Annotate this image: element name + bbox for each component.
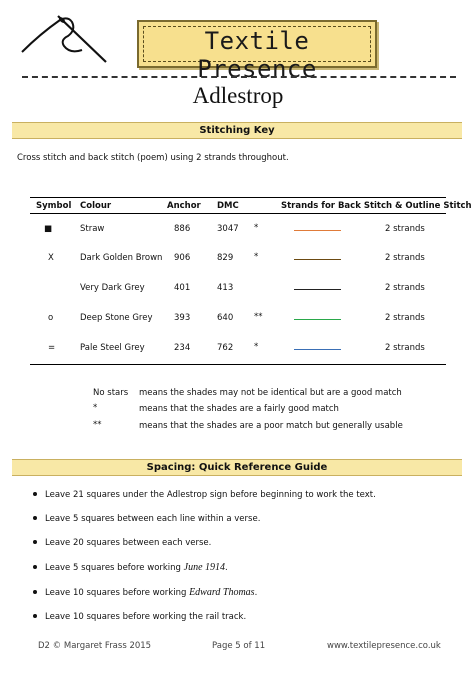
legend-text: means that the shades are a poor match but generally usable	[139, 421, 403, 431]
row-stars: *	[254, 252, 259, 262]
item-text: Leave 10 squares before working the rail track.	[45, 612, 247, 622]
row-anchor: 906	[174, 253, 191, 263]
row-dmc: 3047	[217, 224, 239, 234]
list-item	[33, 587, 257, 598]
row-anchor: 393	[174, 313, 191, 323]
stitch-divider	[22, 76, 456, 78]
bullet-icon	[33, 492, 37, 496]
row-colour: Straw	[80, 224, 105, 234]
header-strands: Strands for Back Stitch & Outline Stitch	[281, 201, 472, 211]
key-intro-text: Cross stitch and back stitch (poem) using 2 strands throughout.	[17, 153, 289, 163]
row-swatch	[294, 230, 341, 231]
item-suffix: .	[254, 588, 258, 598]
row-symbol: =	[48, 343, 56, 353]
row-strands: 2 strands	[385, 313, 425, 323]
item-emphasis: June 1914	[183, 562, 226, 573]
row-symbol: o	[48, 313, 54, 323]
row-anchor: 401	[174, 283, 191, 293]
item-suffix: .	[225, 563, 228, 573]
list-item	[33, 562, 228, 573]
brand-banner	[137, 20, 377, 83]
legend-key: No stars	[93, 388, 129, 398]
row-dmc: 640	[217, 313, 234, 323]
list-item	[33, 490, 376, 500]
footer-page-number: Page 5 of 11	[212, 641, 266, 651]
list-item	[33, 538, 211, 548]
row-dmc: 829	[217, 253, 234, 263]
row-swatch	[294, 259, 341, 260]
row-swatch	[294, 319, 341, 320]
list-item	[33, 514, 260, 524]
item-emphasis: Edward Thomas	[189, 587, 255, 598]
item-text: Leave 5 squares between each line within a verse.	[45, 514, 261, 524]
row-dmc: 413	[217, 283, 234, 293]
row-colour: Very Dark Grey	[80, 283, 145, 293]
header-anchor: Anchor	[167, 201, 201, 211]
legend-text: means that the shades are a fairly good match	[139, 404, 339, 414]
legend-key: *	[93, 403, 98, 413]
table-top-rule	[30, 197, 446, 198]
stitching-key-heading: Stitching Key	[12, 122, 462, 139]
needle-and-thread-icon	[20, 14, 130, 64]
row-symbol: ■	[44, 224, 53, 234]
bullet-icon	[33, 516, 37, 520]
bullet-icon	[33, 614, 37, 618]
row-colour: Dark Golden Brown	[80, 253, 163, 263]
row-swatch	[294, 349, 341, 350]
table-bottom-rule	[30, 364, 446, 365]
row-symbol: X	[48, 253, 54, 263]
spacing-guide-heading: Spacing: Quick Reference Guide	[12, 459, 462, 476]
item-text: Leave 21 squares under the Adlestrop sign before beginning to work the text.	[45, 490, 376, 500]
footer-website-link[interactable]: www.textilepresence.co.uk	[327, 641, 441, 651]
row-colour: Pale Steel Grey	[80, 343, 145, 353]
row-strands: 2 strands	[385, 224, 425, 234]
bullet-icon	[33, 540, 37, 544]
list-item	[33, 612, 246, 622]
header-symbol: Symbol	[36, 201, 72, 211]
item-text: Leave 5 squares before working	[45, 563, 184, 573]
row-stars: *	[254, 223, 259, 233]
bullet-icon	[33, 590, 37, 594]
row-swatch	[294, 289, 341, 290]
row-stars: **	[254, 312, 263, 322]
row-anchor: 886	[174, 224, 191, 234]
table-header-rule	[30, 213, 446, 214]
row-anchor: 234	[174, 343, 191, 353]
row-strands: 2 strands	[385, 283, 425, 293]
bullet-icon	[33, 565, 37, 569]
item-text: Leave 20 squares between each verse.	[45, 538, 212, 548]
row-strands: 2 strands	[385, 253, 425, 263]
row-stars: *	[254, 342, 259, 352]
legend-text: means the shades may not be identical but are a good match	[139, 388, 402, 398]
row-dmc: 762	[217, 343, 234, 353]
legend-key: **	[93, 420, 102, 430]
page-title: Adlestrop	[192, 83, 284, 108]
footer-copyright: D2 © Margaret Frass 2015	[38, 641, 152, 651]
item-text: Leave 10 squares before working	[45, 588, 190, 598]
row-strands: 2 strands	[385, 343, 425, 353]
header-dmc: DMC	[217, 201, 239, 211]
header-colour: Colour	[80, 201, 112, 211]
brand-name: Textile Presence	[197, 27, 317, 83]
row-colour: Deep Stone Grey	[80, 313, 153, 323]
